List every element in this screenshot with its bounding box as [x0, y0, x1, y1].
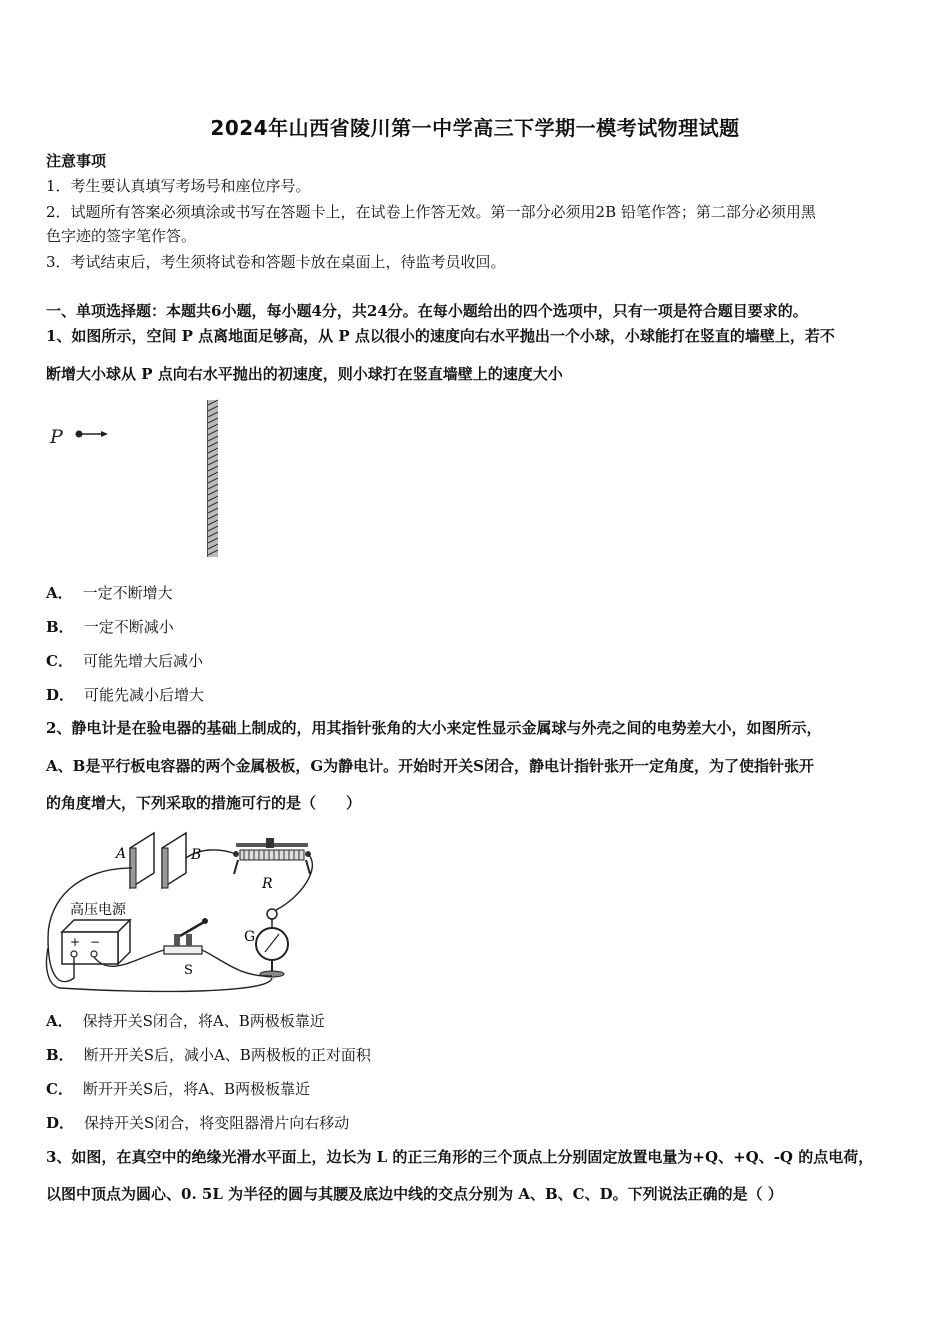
power-source-label: 高压电源: [70, 902, 126, 918]
q1-option-c: C． 可能先增大后减小: [46, 652, 203, 670]
q1-text-line: 断增大小球从 P 点向右水平抛出的初速度，则小球打在竖直墙壁上的速度大小: [46, 365, 563, 383]
q3-text-line: 3、如图，在真空中的绝缘光滑水平面上，边长为 L 的正三角形的三个顶点上分别固定放置电量为+Q、+Q、-Q 的点电荷，: [46, 1148, 874, 1166]
page-title: 2024年山西省陵川第一中学高三下学期一模考试物理试题: [210, 116, 740, 140]
negative-terminal-label: −: [90, 935, 101, 949]
q1-option-b: B． 一定不断减小: [46, 618, 174, 636]
notice-heading: 注意事项: [46, 152, 107, 170]
q2-option-d: D． 保持开关S闭合，将变阻器滑片向右移动: [46, 1114, 350, 1132]
switch-icon: [164, 918, 208, 954]
plate-a-label: A: [116, 846, 127, 862]
switch-label: S: [184, 963, 193, 978]
q2-option-b: B． 断开开关S后，减小A、B两极板的正对面积: [46, 1046, 371, 1064]
positive-terminal-label: +: [70, 935, 81, 949]
q1-option-d: D． 可能先减小后增大: [46, 686, 205, 704]
electrometer-icon: [256, 909, 288, 977]
q1-figure: [40, 395, 240, 560]
notice-item: 1．考生要认真填写考场号和座位序号。: [46, 177, 311, 195]
notice-item: 2．试题所有答案必须填涂或书写在答题卡上，在试卷上作答无效。第一部分必须用2B 铅笔作答；第二部分必须用黑: [46, 203, 816, 221]
arrow-head-icon: [101, 431, 108, 437]
notice-item: 色字迹的签字笔作答。: [46, 227, 197, 245]
q2-option-a: A． 保持开关S闭合，将A、B两极板靠近: [46, 1012, 325, 1030]
q3-text-line: 以图中顶点为圆心、0. 5L 为半径的圆与其腰及底边中线的交点分别为 A、B、C、D。下列说法正确的是（ ）: [46, 1185, 783, 1203]
point-p-label: P: [50, 426, 63, 448]
notice-item: 3．考试结束后，考生须将试卷和答题卡放在桌面上，待监考员收回。: [46, 253, 506, 271]
rheostat-icon: [233, 838, 311, 874]
wall-icon: [208, 400, 218, 557]
plate-b-label: B: [191, 847, 202, 863]
q2-option-c: C． 断开开关S后，将A、B两极板靠近: [46, 1080, 311, 1098]
ball-icon: [76, 431, 83, 438]
q2-circuit-figure: [40, 828, 330, 998]
q2-text-line: A、B是平行板电容器的两个金属极板，G为静电计。开始时开关S闭合，静电计指针张开一定角度，为了使指针张开: [46, 757, 814, 775]
q1-text-line: 1、如图所示，空间 P 点离地面足够高，从 P 点以很小的速度向右水平抛出一个小球，小球能打在竖直的墙壁上，若不: [46, 327, 835, 345]
electrometer-label: G: [244, 929, 256, 945]
rheostat-label: R: [262, 876, 273, 892]
q2-text-line: 的角度增大，下列采取的措施可行的是（ ）: [46, 794, 362, 812]
q1-option-a: A． 一定不断增大: [46, 584, 173, 602]
q2-text-line: 2、静电计是在验电器的基础上制成的，用其指针张角的大小来定性显示金属球与外壳之间的电势差大小，如图所示，: [46, 719, 822, 737]
section-heading: 一、单项选择题：本题共6小题，每小题4分，共24分。在每小题给出的四个选项中，只有一项是符合题目要求的。: [46, 302, 808, 320]
